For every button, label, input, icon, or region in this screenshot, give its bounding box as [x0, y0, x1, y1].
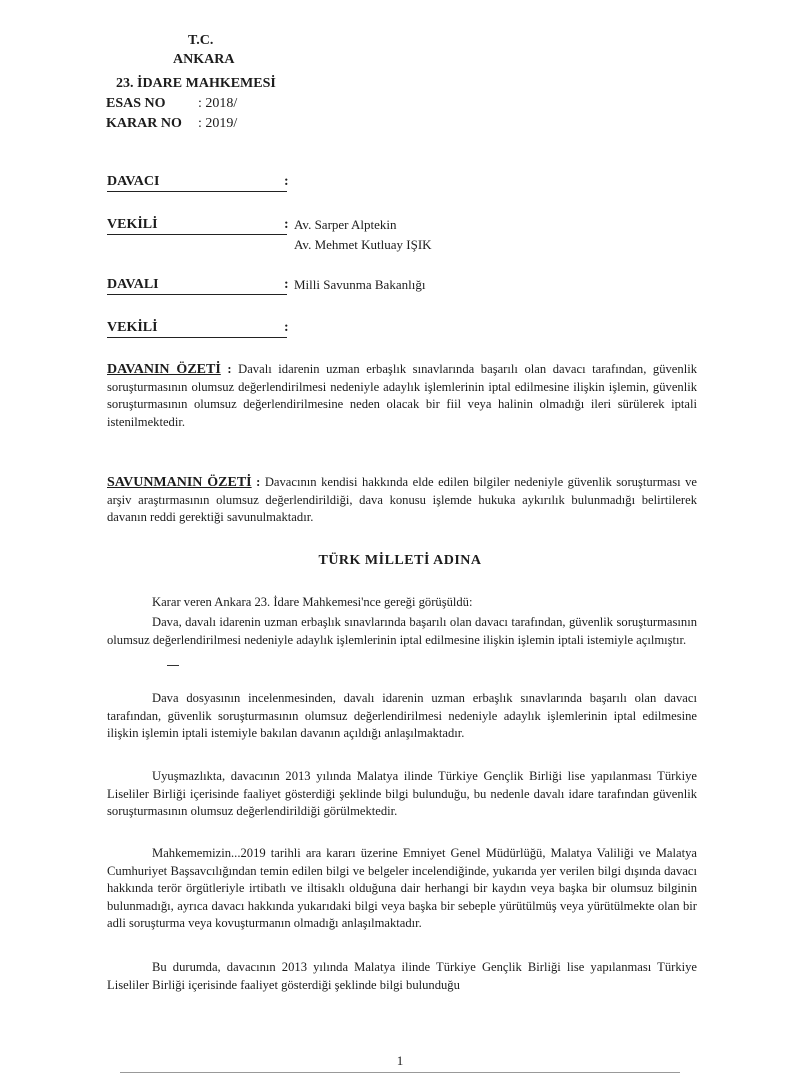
esas-label: ESAS NO	[106, 96, 166, 111]
savunma-ozeti-text: Davacının kendisi hakkında elde edilen bilgiler nedeniyle güvenlik soruşturması ve arşiv araştırmasının olumsuz değerlendirildiği, dava konusu işlemde hukuka aykırılık bulunmadığı belirtilerek davanın reddi gerektiği savunulmaktadır.	[107, 475, 697, 525]
decision-paragraph-4: Uyuşmazlıkta, davacının 2013 yılında Malatya ilinde Türkiye Gençlik Birliği lise yapılanması Türkiye Liseliler Birliği içerisinde faaliyet gösterdiği şeklinde bilgi bulunduğu, bu nedenle davalı idare tarafından güvenlik soruşturmasının olumsuz değerlendirildiği görülmektedir.	[107, 769, 697, 819]
davali-colon: :	[284, 277, 289, 292]
dava-ozeti-colon: :	[220, 362, 239, 376]
karar-no	[106, 115, 237, 133]
karar-label: KARAR NO	[106, 116, 182, 131]
dava-ozeti-label: DAVANIN ÖZETİ	[107, 362, 221, 377]
decision-paragraph-5: Mahkememizin...2019 tarihli ara kararı üzerine Emniyet Genel Müdürlüğü, Malatya Valiliği ve Malatya Cumhuriyet Başsavcılığından temin edilen bilgi ve belgeler incelendiğinde, yukarıda yer verilen bilgi dışında davacı hakkında terör örgütleriyle irtibatlı ve iltisaklı olduğuna dair herhangi bir kaydın veya başka bir olumsuz bilginin bulunmadığı, ayrıca davacı hakkında yukarıdaki bilgi veya başka bir sebeple yürütülmüş veya yürütülmekte olan bir adli soruşturma veya kovuşturmanın olmadığı anlaşılmaktadır.	[107, 846, 697, 931]
savunma-ozeti-colon: :	[251, 475, 265, 489]
vekil-1: Av. Sarper Alptekin	[294, 217, 397, 232]
footer-rule	[120, 1072, 680, 1073]
header-court: 23. İDARE MAHKEMESİ	[116, 76, 276, 91]
davaci-colon: :	[284, 174, 289, 189]
header-city: ANKARA	[173, 52, 235, 67]
dava-ozeti-text: Davalı idarenin uzman erbaşlık sınavlarında başarılı olan davacı tarafından, güvenlik soruşturmasının olumsuz değerlendirilmesi nedeniyle adaylık işlemlerinin iptal edilmesine ilişkin işlemin, güvenlik soruşturmasının olumsuz değerlendirilmesine neden olacak bir fiil veya halinin olmadığı ileri sürülerek iptali istenilmektedir.	[107, 362, 697, 429]
decision-paragraph-3: Dava dosyasının incelenmesinden, davalı idarenin uzman erbaşlık sınavlarında başarılı olan davacı tarafından, güvenlik soruşturmasının olumsuz değerlendirilmesi nedeniyle adaylık işlemlerinin iptal edilmesine ilişkin işlemin iptali istemiyle bakılan davanın açıldığı anlaşılmaktadır.	[107, 691, 697, 741]
esas-value: : 2018/	[198, 96, 238, 111]
dava-ozeti	[107, 361, 697, 431]
page-number: 1	[396, 1053, 404, 1068]
decision-paragraph-6: Bu durumda, davacının 2013 yılında Malatya ilinde Türkiye Gençlik Birliği lise yapılanması Türkiye Liseliler Birliği içerisinde faaliyet gösterdiği şeklinde bilgi bulunduğu	[107, 960, 697, 992]
esas-no	[106, 95, 237, 113]
davali-label: DAVALI	[107, 276, 287, 295]
vekili-colon: :	[284, 217, 289, 232]
header-tc: T.C.	[188, 33, 214, 48]
vekili2-colon: :	[284, 320, 289, 335]
separator-dash	[167, 665, 179, 666]
karar-value: : 2019/	[198, 116, 238, 131]
davali-value: Milli Savunma Bakanlığı	[294, 277, 426, 292]
savunma-ozeti	[107, 474, 697, 527]
vekili-label: VEKİLİ	[107, 216, 287, 235]
savunma-ozeti-label: SAVUNMANIN ÖZETİ	[107, 475, 252, 490]
davaci-label: DAVACI	[107, 173, 287, 192]
decision-paragraph-2: Dava, davalı idarenin uzman erbaşlık sınavlarında başarılı olan davacı tarafından, güvenlik soruşturmasının olumsuz değerlendirilmesi nedeniyle adaylık işlemlerinin iptal edilmesine ilişkin işlemin iptali istemiyle açılmıştır.	[107, 615, 697, 647]
decision-paragraph-1: Karar veren Ankara 23. İdare Mahkemesi'nce gereği görüşüldü:	[152, 595, 473, 609]
vekil-2: Av. Mehmet Kutluay IŞIK	[294, 237, 432, 252]
vekili2-label: VEKİLİ	[107, 319, 287, 338]
decision-heading: TÜRK MİLLETİ ADINA	[318, 553, 482, 568]
